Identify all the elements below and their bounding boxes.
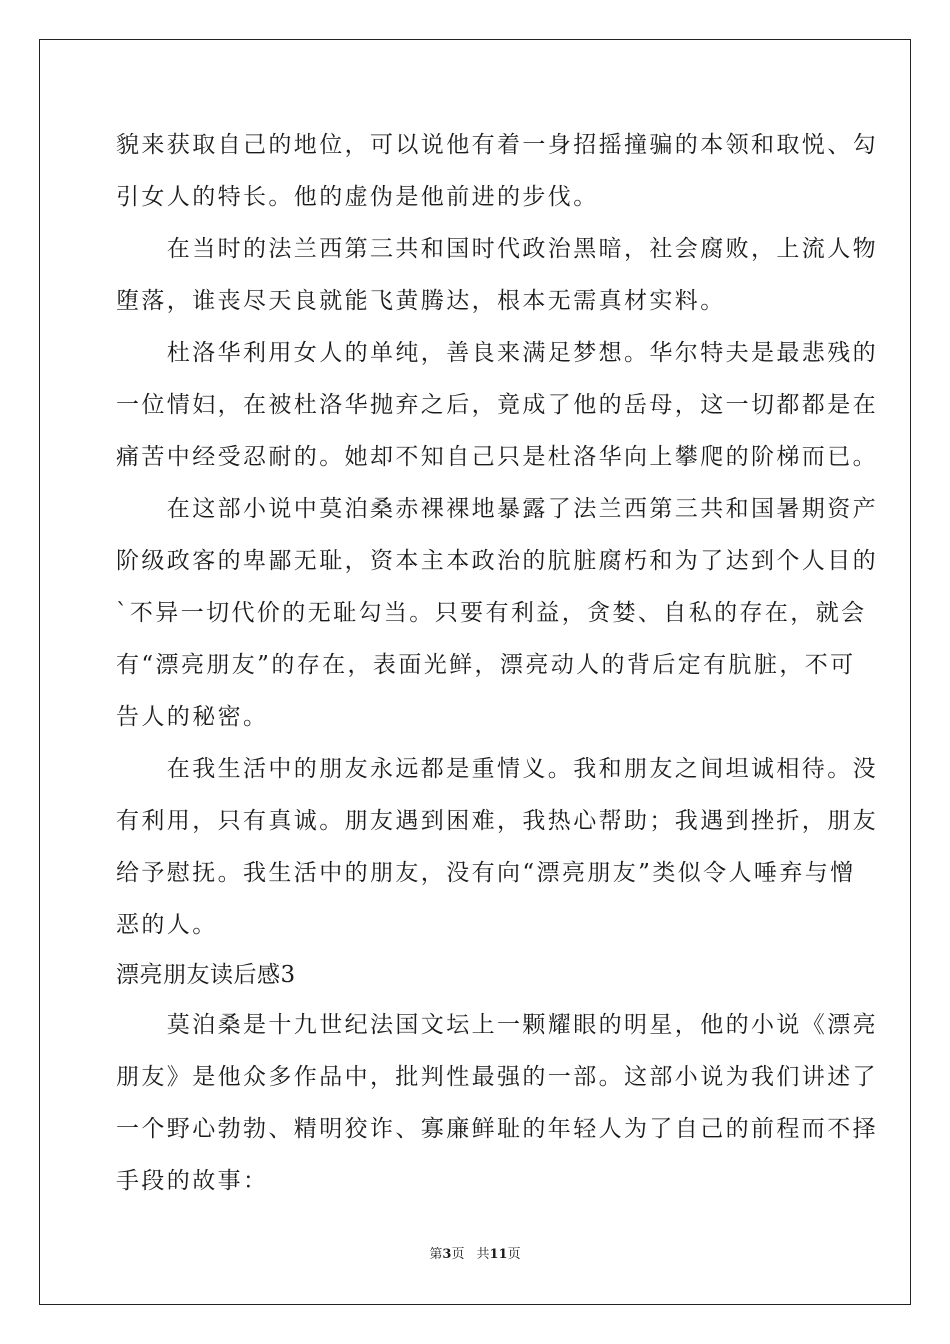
page-footer	[0, 1246, 950, 1264]
text-line: 一位情妇，在被杜洛华抛弃之后，竟成了他的岳母，这一切都都是在	[116, 392, 878, 418]
text-line: 莫泊桑是十九世纪法国文坛上一颗耀眼的明星，他的小说《漂亮	[116, 1012, 878, 1038]
text-line: 朋友》是他众多作品中，批判性最强的一部。这部小说为我们讲述了	[116, 1064, 878, 1090]
section-heading: 漂亮朋友读后感3	[116, 962, 296, 988]
text-line: 貌来获取自己的地位，可以说他有着一身招摇撞骗的本领和取悦、勾	[116, 132, 878, 158]
text-line: 在我生活中的朋友永远都是重情义。我和朋友之间坦诚相待。没	[116, 756, 878, 782]
text-line: 一个野心勃勃、精明狡诈、寡廉鲜耻的年轻人为了自己的前程而不择	[116, 1116, 878, 1142]
text-line: 恶的人。	[116, 912, 218, 938]
text-line: 堕落，谁丧尽天良就能飞黄腾达，根本无需真材实料。	[116, 288, 726, 314]
total-label-suffix: 页	[507, 1247, 521, 1262]
total-label-prefix: 共	[476, 1247, 490, 1262]
text-line: `不异一切代价的无耻勾当。只要有利益，贪婪、自私的存在，就会	[116, 600, 867, 626]
text-line: 有利用，只有真诚。朋友遇到困难，我热心帮助；我遇到挫折，朋友	[116, 808, 878, 834]
text-line: 告人的秘密。	[116, 704, 269, 730]
text-line: 手段的故事：	[116, 1168, 269, 1194]
text-line: 阶级政客的卑鄙无耻，资本主本政治的肮脏腐朽和为了达到个人目的	[116, 548, 878, 574]
text-line: 痛苦中经受忍耐的。她却不知自己只是杜洛华向上攀爬的阶梯而已。	[116, 444, 878, 470]
text-line: 有“漂亮朋友”的存在，表面光鲜，漂亮动人的背后定有肮脏，不可	[116, 652, 856, 678]
text-line: 杜洛华利用女人的单纯，善良来满足梦想。华尔特夫是最悲残的	[116, 340, 878, 366]
text-line: 给予慰抚。我生活中的朋友，没有向“漂亮朋友”类似令人唾弃与憎	[116, 860, 856, 886]
total-pages: 11	[489, 1247, 508, 1262]
text-line: 在这部小说中莫泊桑赤裸裸地暴露了法兰西第三共和国暑期资产	[116, 496, 878, 522]
text-line: 在当时的法兰西第三共和国时代政治黑暗，社会腐败，上流人物	[116, 236, 878, 262]
page-label-prefix: 第	[429, 1247, 443, 1262]
text-line: 引女人的特长。他的虚伪是他前进的步伐。	[116, 184, 599, 210]
page-number: 3	[442, 1247, 452, 1262]
page-label-suffix: 页	[451, 1247, 465, 1262]
